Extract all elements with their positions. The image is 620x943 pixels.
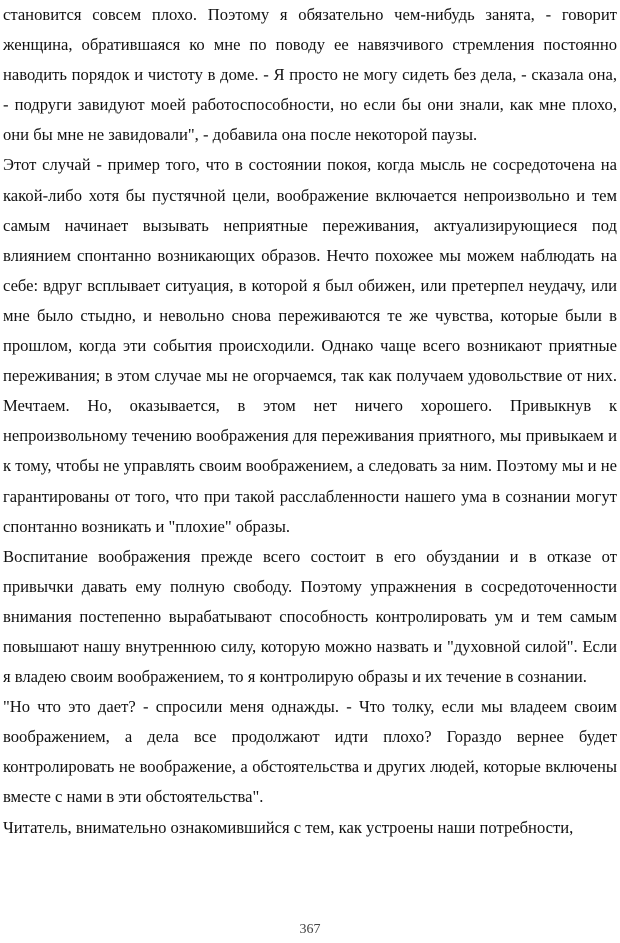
paragraph-5: Читатель, внимательно ознакомившийся с тем, как устроены наши потребности, xyxy=(3,817,574,837)
paragraph-2: Этот случай - пример того, что в состоянии покоя, когда мысль не сосредоточена на какой-либо хотя бы пустячной цели, воображение включается непроизвольно и тем самым начинает вызывать неприятные переживания, актуализирующиеся под влиянием спонтанно возникающих образов. Нечто похожее мы можем наблюдать на себе: вдруг всплывает ситуация, в которой я был обижен, или претерпел неудачу, или мне было стыдно, и невольно снова переживаются те же чувства, которые были в прошлом, когда эти события происходили. Однако чаще всего возникают приятные переживания; в этом случае мы не огорчаемся, так как получаем удовольствие от них. Мечтаем. Но, оказывается, в этом нет ничего хорошего. Привыкнув к непроизвольному течению воображения для переживания приятного, мы привыкаем и к тому, чтобы не управлять своим воображением, а следовать за ним. Поэтому мы и не гарантированы от того, что при такой расслабленности нашего ума в сознании могут спонтанно возникать и "плохие" образы. xyxy=(3,155,617,536)
body-text xyxy=(3,0,617,843)
paragraph-1: становится совсем плохо. Поэтому я обязательно чем-нибудь занята, - говорит женщина, обратившаяся ко мне по поводу ее навязчивого стремления постоянно наводить порядок и чистоту в доме. - Я просто не могу сидеть без дела, - сказала она, - подруги завидуют моей работоспособности, но если бы они знали, как мне плохо, они бы мне не завидовали", - добавила она после некоторой паузы. xyxy=(3,5,617,145)
paragraph-3: Воспитание воображения прежде всего состоит в его обуздании и в отказе от привычки давать ему полную свободу. Поэтому упражнения в сосредоточенности внимания постепенно вырабатывают способность контролировать ум и тем самым повышают нашу внутреннюю силу, которую можно назвать и "духовной силой". Если я владею своим воображением, то я контролирую образы и их течение в сознании. xyxy=(3,546,617,687)
paragraph-4: "Но что это дает? - спросили меня однажды. - Что толку, если мы владеем своим воображением, а дела все продолжают идти плохо? Гораздо вернее будет контролировать не воображение, а обстоятельства и других людей, которые включены вместе с нами в эти обстоятельства". xyxy=(3,697,617,807)
page-number: 367 xyxy=(299,922,321,937)
